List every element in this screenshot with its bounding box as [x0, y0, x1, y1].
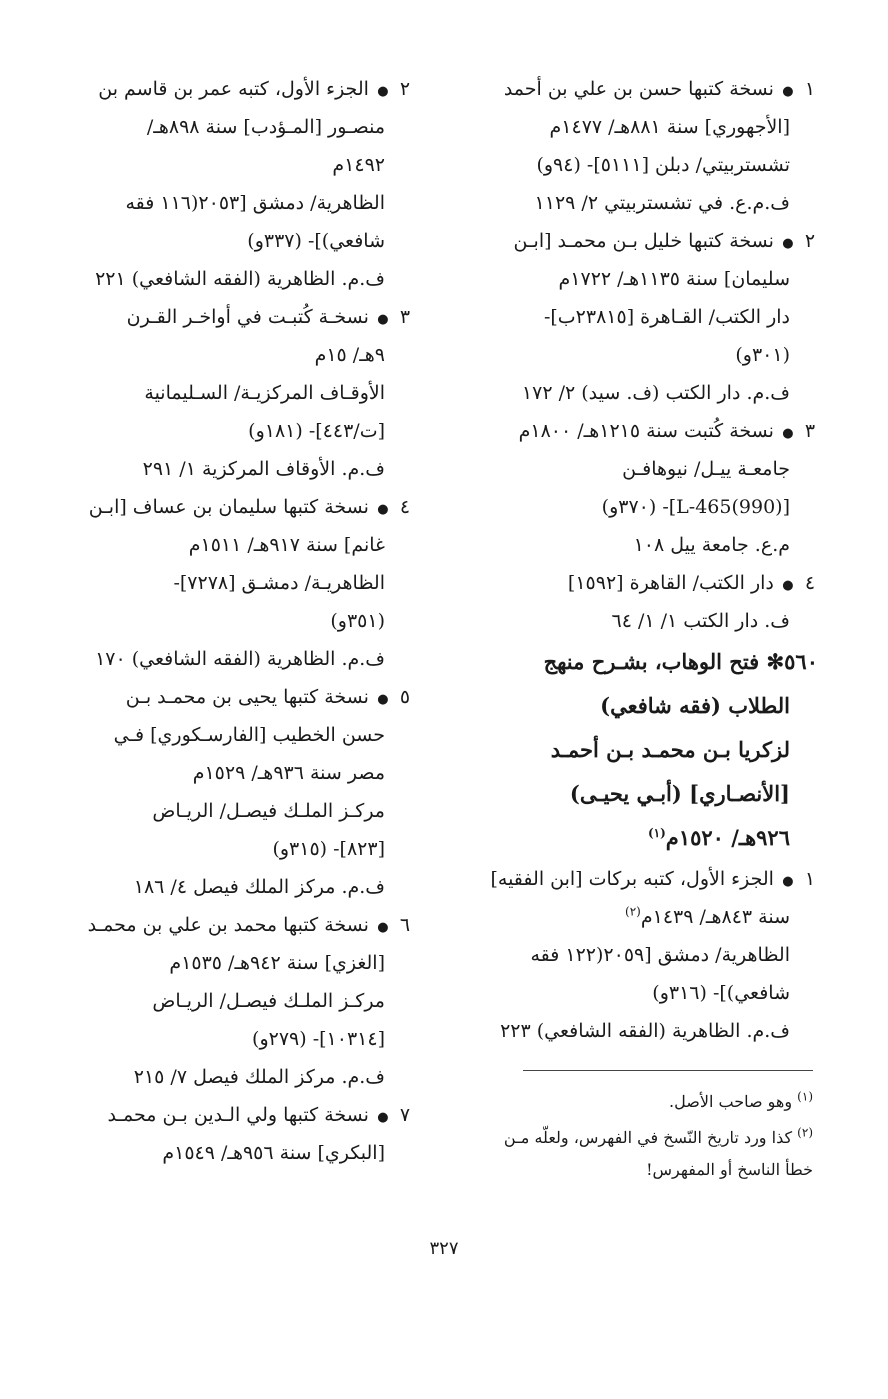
- entry-line: [الغزي] سنة ٩٤٢هـ/ ١٥٣٥م: [169, 952, 385, 974]
- entry-line: شافعي)]- (٣١٦و): [652, 982, 790, 1004]
- entry-line: مركـز الملـك فيصـل/ الريـاض: [152, 990, 385, 1012]
- entry-line: ١٤٩٢م: [332, 154, 385, 176]
- entry-line: [البكري] سنة ٩٥٦هـ/ ١٥٤٩م: [162, 1142, 385, 1164]
- entry-line: مركـز الملـك فيصـل/ الريـاض: [152, 800, 385, 822]
- entry-line: ف.م. الظاهرية (الفقه الشافعي) ٢٢١: [95, 268, 385, 290]
- entry-line: [١٠٣١٤]- (٢٧٩و): [252, 1028, 385, 1050]
- entry-line: (٣٠١و): [735, 344, 790, 366]
- entry-line: ٥ ● نسخة كتبها يحيى بن محمـد بـن: [125, 686, 411, 708]
- entry-line: ف.م. الظاهرية (الفقه الشافعي) ١٧٠: [95, 648, 385, 670]
- entry-line: ٤ ● نسخة كتبها سليمان بن عساف [ابـن: [88, 496, 411, 518]
- entry-line: ف. دار الكتب ١/ ١/ ٦٤: [611, 610, 790, 632]
- entry-line: سنة ٨٤٣هـ/ ١٤٣٩م$^{(٢)}$: [625, 904, 790, 928]
- entry-line: ٢ ● الجزء الأول، كتبه عمر بن قاسم بن: [98, 78, 411, 100]
- entry-line: ١ ● الجزء الأول، كتبه بركات [ابن الفقيه]: [490, 868, 816, 890]
- left-column: [73, 70, 413, 1172]
- footnote-ref[interactable]: (٢): [625, 904, 641, 919]
- entry-line: ٣ ● نسخة كُتبت سنة ١٢١٥هـ/ ١٨٠٠م: [518, 420, 816, 442]
- footnote-ref[interactable]: (١): [647, 826, 666, 840]
- entry-line: الظاهرية/ دمشق [٢٠٥٣(١١٦ فقه: [125, 192, 385, 214]
- entry-line: [L-465(990)]- (٣٧٠و): [601, 496, 790, 518]
- entry-line: ٩هـ/ ١٥م: [314, 344, 385, 366]
- entry-line: ف.م. مركز الملك فيصل ٤/ ١٨٦: [133, 876, 385, 898]
- entry-line: جامعـة ييـل/ نيوهافـن: [622, 458, 790, 480]
- entry-line: ٤ ● دار الكتب/ القاهرة [١٥٩٢]: [567, 572, 816, 594]
- entry-line: ٧ ● نسخة كتبها ولي الـدين بـن محمـد: [107, 1104, 411, 1126]
- entry-line: ف.م. الظاهرية (الفقه الشافعي) ٢٢٣: [500, 1020, 790, 1042]
- entry-line: ف.م. دار الكتب (ف. سيد) ٢/ ١٧٢: [521, 382, 790, 404]
- entry-line: ف.م.ع. في تشستربيتي ٢/ ١١٢٩: [534, 192, 790, 214]
- entry-line: حسن الخطيب [الفارسـكوري] فـي: [113, 724, 385, 746]
- entry-line: منصـور [المـؤدب] سنة ٨٩٨هـ/: [146, 116, 385, 138]
- entry-line: ف.م. مركز الملك فيصل ٧/ ٢١٥: [133, 1066, 385, 1088]
- page-number: ٣٢٧: [429, 1238, 459, 1259]
- entry-line: غانم] سنة ٩١٧هـ/ ١٥١١م: [188, 534, 385, 556]
- footnote-2: $^{(٢)}$ كذا ورد تاريخ النّسخ في الفهرس، ولعلّه مـن: [503, 1125, 813, 1147]
- entry-line: الظاهريـة/ دمشـق [٧٢٧٨]-: [173, 572, 385, 594]
- entry-line: [الأجهوري] سنة ٨٨١هـ/ ١٤٧٧م: [549, 116, 790, 138]
- entry-line: شافعي)]- (٣٣٧و): [247, 230, 385, 252]
- work-author: [الأنصـاري] (أبـي يحيـى): [569, 781, 790, 806]
- entry-line: تشستربيتي/ دبلن [٥١١١]- (٩٤و): [536, 154, 790, 176]
- entry-line: ٢ ● نسخة كتبها خليل بـن محمـد [ابـن: [513, 230, 816, 252]
- entry-line: مصر سنة ٩٣٦هـ/ ١٥٢٩م: [192, 762, 385, 784]
- work-date: ٩٢٦هـ/ ١٥٢٠م$^{(١)}$: [647, 825, 790, 850]
- entry-line: ١ ● نسخة كتبها حسن بن علي بن أحمد: [503, 78, 816, 100]
- footnote-2-cont: خطأ الناسخ أو المفهرس!: [646, 1160, 813, 1179]
- entry-line: ٦ ● نسخة كتبها محمد بن علي بن محمـد: [87, 914, 411, 936]
- right-column: [478, 70, 818, 1050]
- entry-line: ف.م. الأوقاف المركزية ١/ ٢٩١: [142, 458, 385, 480]
- entry-line: الظاهرية/ دمشق [٢٠٥٩(١٢٢ فقه: [530, 944, 790, 966]
- entry-line: [٨٢٣]- (٣١٥و): [272, 838, 385, 860]
- footnote-divider: [523, 1070, 813, 1071]
- entry-line: دار الكتب/ القـاهرة [٢٣٨١٥ب]-: [543, 306, 790, 328]
- entry-line: ٣ ● نسخـة كُتبـت في أواخـر القـرن: [126, 306, 411, 328]
- work-author: لزكريا بـن محمـد بـن أحمـد: [550, 737, 790, 762]
- footnote-1: $^{(١)}$ وهو صاحب الأصل.: [669, 1089, 813, 1111]
- entry-line: م.ع. جامعة ييل ١٠٨: [633, 534, 790, 556]
- work-title: الطلاب (فقه شافعي): [600, 693, 790, 718]
- work-title: ٥٦٠✻ فتح الوهاب، بشـرح منهج: [543, 649, 818, 674]
- entry-line: سليمان] سنة ١١٣٥هـ/ ١٧٢٢م: [558, 268, 790, 290]
- entry-line: (٣٥١و): [330, 610, 385, 632]
- entry-line: [ت/٤٤٣]- (١٨١و): [248, 420, 385, 442]
- entry-line: الأوقـاف المركزيـة/ السـليمانية: [144, 382, 385, 404]
